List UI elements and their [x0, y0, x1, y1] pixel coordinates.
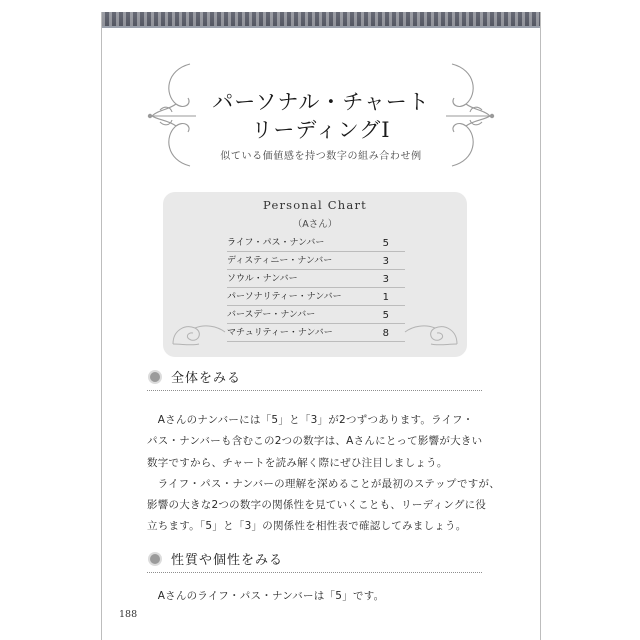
chart-row-value: 3 — [382, 256, 389, 267]
chart-row-label: ディスティニー・ナンバー — [227, 256, 333, 266]
section-heading-overview — [147, 366, 482, 392]
body-text-line: Aさんのライフ・パス・ナンバーは「5」です。 — [147, 590, 385, 602]
top-band-edge — [102, 26, 540, 28]
personal-chart-box — [163, 192, 467, 357]
decorative-top-band — [102, 12, 540, 26]
body-text-line: パス・ナンバーも含むこの2つの数字は、Aさんにとって影響が大きい — [147, 435, 483, 448]
scroll-ornament-icon — [169, 318, 229, 348]
body-text-line: 数字ですから、チャートを読み解く際にぜひ注目しましょう。 — [147, 456, 448, 469]
personal-chart-table — [227, 234, 405, 342]
section-heading-text: 全体をみる — [171, 371, 242, 386]
section-heading-personality — [147, 548, 482, 574]
body-text-line: Aさんのナンバーには「5」と「3」が2つずつあります。ライフ・ — [147, 414, 474, 426]
body-text-line: 影響の大きな2つの数字の関係性を見ていくことも、リーディングに役 — [147, 499, 487, 512]
page-title-line-2: リーディングⅠ — [251, 118, 391, 142]
chart-row-label: ライフ・パス・ナンバー — [227, 238, 325, 248]
chart-row — [227, 306, 405, 324]
page-subtitle: 似ている価値感を持つ数字の組み合わせ例 — [220, 151, 422, 162]
body-text-line: 立ちます。「5」と「3」の関係性を相性表で確認してみましょう。 — [147, 520, 467, 533]
chart-row-value: 5 — [382, 310, 389, 321]
circle-bullet-icon — [150, 372, 160, 382]
page-number: 188 — [119, 609, 138, 620]
dotted-divider — [147, 390, 482, 391]
chart-row-label: パーソナリティー・ナンバー — [227, 292, 342, 302]
chart-row — [227, 252, 405, 270]
book-page — [101, 12, 541, 640]
personal-chart-subject: （Aさん） — [292, 219, 338, 230]
chart-row — [227, 324, 405, 342]
chart-row-value: 3 — [382, 274, 389, 285]
chart-row — [227, 234, 405, 252]
chart-row-label: マチュリティー・ナンバー — [227, 328, 333, 338]
chart-row-label: ソウル・ナンバー — [227, 274, 298, 284]
chart-row-label: バースデー・ナンバー — [227, 310, 316, 320]
chart-row — [227, 288, 405, 306]
page-title-line-1: パーソナル・チャート — [212, 90, 430, 114]
chart-row-value: 8 — [382, 328, 389, 339]
dotted-divider — [147, 572, 482, 573]
section-heading-text: 性質や個性をみる — [171, 553, 284, 568]
chart-row-value: 1 — [382, 292, 389, 303]
body-paragraph-personality — [147, 586, 487, 607]
circle-bullet-icon — [150, 554, 160, 564]
body-text-line: ライフ・パス・ナンバーの理解を深めることが最初のステップですが、 — [147, 477, 500, 490]
chart-row — [227, 270, 405, 288]
chart-row-value: 5 — [382, 238, 389, 249]
body-paragraph-overview — [147, 410, 500, 538]
personal-chart-title: Personal Chart — [263, 198, 367, 212]
scroll-ornament-icon — [401, 318, 461, 348]
